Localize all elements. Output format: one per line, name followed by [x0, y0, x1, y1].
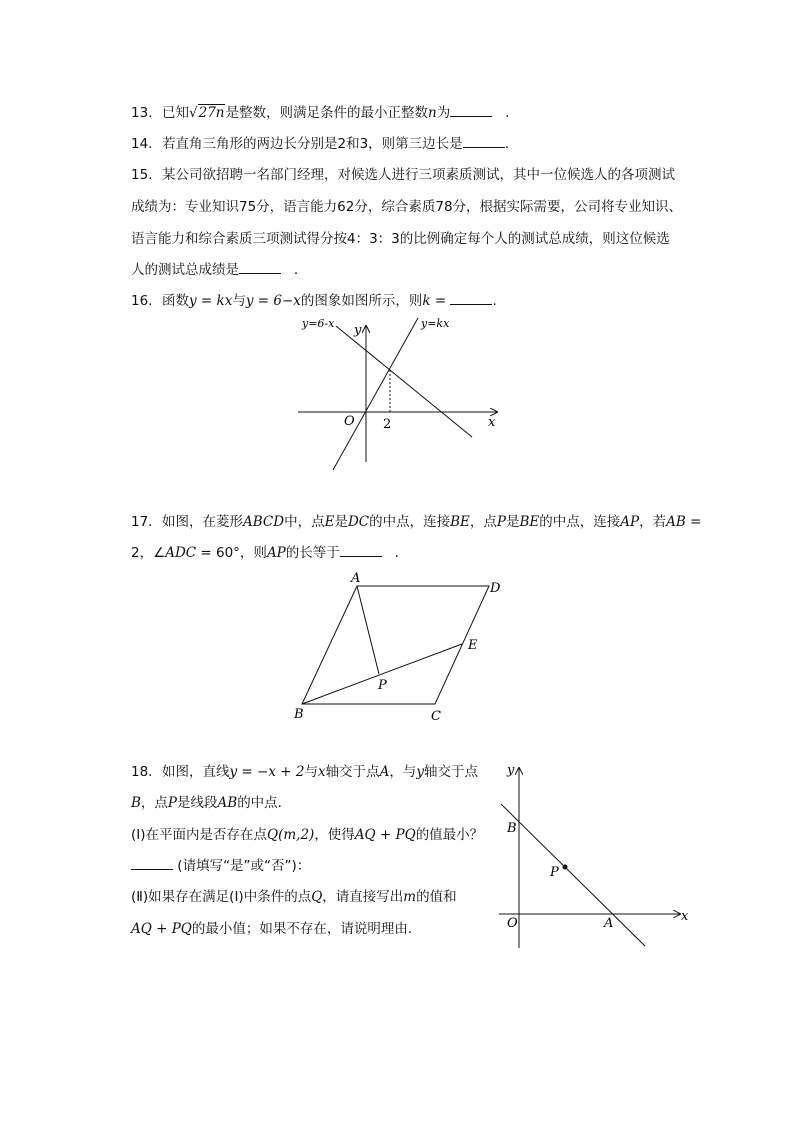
- question-15-line-4: 人的测试总成绩是 .: [131, 262, 299, 278]
- question-number: 17.: [131, 514, 153, 530]
- label-y-axis: y: [354, 323, 362, 338]
- question-18-part-1-answer: (请填写“是”或“否”)：: [131, 856, 310, 876]
- label-a: A: [604, 916, 614, 931]
- question-15-line-3: 语言能力和综合素质三项测试得分按4：3：3的比例确定每个人的测试总成绩，则这位候选: [131, 231, 670, 247]
- label-c: C: [431, 709, 441, 724]
- label-b: B: [507, 821, 517, 836]
- label-origin: O: [344, 414, 355, 429]
- question-13: 13. 已知√27n是整数，则满足条件的最小正整数n为 .: [131, 105, 510, 121]
- label-p: P: [550, 865, 559, 880]
- answer-blank[interactable]: [340, 544, 382, 557]
- rhombus-abcd: [302, 586, 489, 704]
- label-line-kx: y=kx: [421, 317, 450, 330]
- question-number: 16.: [131, 293, 153, 309]
- answer-blank[interactable]: [463, 135, 505, 148]
- segment-ap: [357, 586, 379, 674]
- label-line-6-x: y=6-x: [302, 317, 335, 330]
- question-15-line-1: 15. 某公司欲招聘一名部门经理，对候选人进行三项素质测试，其中一位候选人的各项测试: [131, 167, 675, 183]
- question-number: 14.: [131, 136, 153, 152]
- label-x-axis: x: [681, 909, 689, 924]
- question-15-line-2: 成绩为：专业知识75分，语言能力62分，综合素质78分，根据实际需要，公司将专业知识、: [131, 199, 683, 215]
- label-tick-2: 2: [383, 417, 392, 432]
- label-y-axis: y: [507, 763, 515, 778]
- point-p: [563, 865, 568, 870]
- label-origin: O: [507, 916, 518, 931]
- question-17-line-1: 17. 如图，在菱形ABCD中，点E是DC的中点，连接BE，点P是BE的中点，连接AP，若AB =: [131, 514, 702, 530]
- answer-blank[interactable]: [450, 292, 492, 305]
- question-16: 16. 函数y = kx与y = 6−x的图象如图所示，则k = .: [131, 293, 497, 309]
- question-14: 14. 若直角三角形的两边长分别是2和3，则第三边长是 .: [131, 136, 509, 152]
- q16-graph: [290, 312, 505, 477]
- question-18-part-1: (Ⅰ)在平面内是否存在点Q(m,2)，使得AQ + PQ的值最小？: [131, 827, 484, 843]
- label-e: E: [468, 638, 478, 653]
- question-number: 13.: [131, 105, 153, 121]
- answer-blank[interactable]: [450, 104, 492, 117]
- label-d: D: [490, 581, 501, 596]
- answer-blank[interactable]: [131, 857, 173, 870]
- q17-rhombus-figure: [285, 568, 515, 728]
- label-b: B: [294, 707, 304, 722]
- q18-graph: [497, 760, 697, 955]
- question-18-part-2-line-1: (Ⅱ)如果存在满足(Ⅰ)中条件的点Q，请直接写出m的值和: [131, 889, 457, 905]
- question-18-line-1: 18. 如图，直线y = −x + 2与x轴交于点A，与y轴交于点: [131, 764, 478, 780]
- label-p: P: [378, 678, 387, 693]
- label-a: A: [351, 571, 361, 586]
- question-17-line-2: 2，∠ADC = 60°，则AP的长等于 .: [131, 545, 399, 561]
- question-number: 15.: [131, 167, 153, 183]
- line-y-kx: [333, 318, 418, 470]
- answer-blank[interactable]: [239, 261, 281, 274]
- label-x-axis: x: [488, 415, 496, 430]
- question-18-part-2-line-2: AQ + PQ的最小值；如果不存在，请说明理由．: [131, 921, 422, 937]
- question-18-line-2: B，点P是线段AB的中点．: [131, 795, 292, 811]
- square-root: √27n: [189, 105, 225, 121]
- line-ab: [501, 804, 645, 946]
- question-number: 18.: [131, 764, 153, 780]
